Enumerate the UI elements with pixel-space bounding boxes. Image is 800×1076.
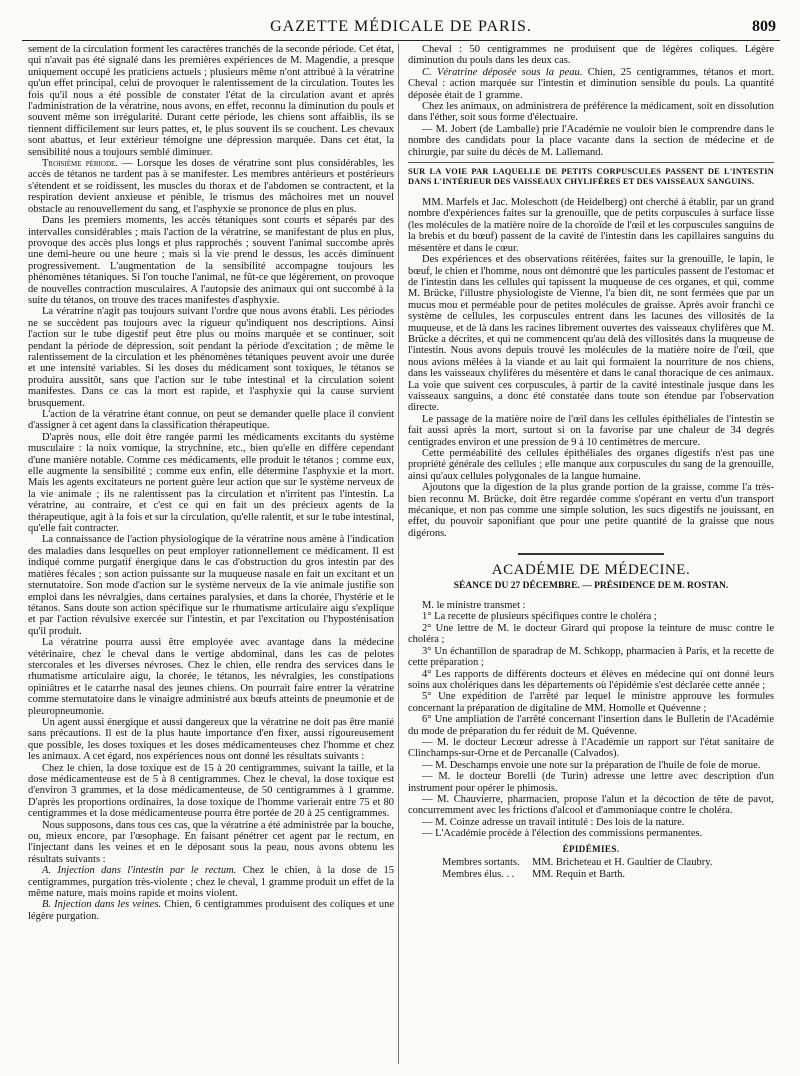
paragraph: Cette perméabilité des cellules épithéliales des organes digestifs n'est pas une propriété générale des cellules ; elle manque aux corpuscules du sang de la grenouille, ainsi qu'aux cellules polygonales de la langue humaine. (408, 448, 774, 482)
paragraph: — M. Jobert (de Lamballe) prie l'Académie ne vouloir bien le comprendre dans le nombre des candidats pour la place vacante dans la section de médecine et de chirurgie, par suite du décès de M. Lallemand. (408, 123, 774, 158)
paragraph (408, 67, 774, 101)
paragraph (28, 899, 394, 922)
paragraph: Dans les premiers moments, les accès tétaniques sont courts et séparés par des intervalles considérables ; mais l'action de la vératrine, se manifestant de plus en plus, provoque des accès plus longs et plus rapprochés ; souvent l'animal succombe après une demi-heure ou une heure ; mais si la vie prend le dessus, les accès diminuent progressivement. L'augmentation de la sensibilité accompagne toujours les phénomènes tétaniques. Si l'on touche l'animal, ne fût-ce que légèrement, on provoque de nouvelles contraction musculaires. A l'autopsie des animaux qui ont succombé à la suite du tétanos, on trouve des traces manifestes d'asphyxie. (28, 215, 394, 306)
left-column (28, 44, 394, 1068)
section-separator (518, 553, 664, 555)
list-item: 1° La recette de plusieurs spécifiques contre le choléra ; (422, 611, 657, 623)
paragraph: — M. Chauvierre, pharmacien, propose l'alun et la décoction de tête de pavot, concurremment avec les frictions d'alcool et d'ammoniaque contre le choléra. (408, 793, 774, 817)
paragraph (28, 865, 394, 899)
members-out-label: Membres sortants. (442, 857, 520, 868)
list-item: 4° Les rapports de différents docteurs et élèves en médecine qui ont donné leurs soins aux cholériques dans les départements où l'épidémie s'est déclarée cette année ; (408, 668, 774, 691)
column-divider (398, 44, 399, 1064)
paragraph-text: Chien, 6 centigrammes produisent des coliques et une légère purgation. (28, 899, 394, 922)
members-in-row (408, 869, 774, 881)
members-out-row (408, 857, 774, 869)
members-in-names: MM. Requin et Barth. (532, 869, 626, 880)
page-number: 809 (752, 18, 776, 35)
list-item: 6° Une ampliation de l'arrêté concernant l'insertion dans le Bulletin de l'Académie du mode de préparation du fer réduit de M. Quévenne. (408, 714, 774, 737)
paragraph (28, 158, 394, 215)
paragraph: — L'Académie procède à l'élection des commissions permanentes. (422, 828, 703, 840)
paragraph-text: Chez le chien, à la dose de 15 centigrammes, purgation très-violente ; chez le cheval, 1 gramme produit un effet de la même nature, mais moins rapide et moins violent. (28, 865, 394, 900)
paragraph: Des expériences et des observations réitérées, faites sur la grenouille, le lapin, le bœuf, le chien et l'homme, nous ont démontré que les particules passent de l'estomac et de l'intestin dans les cellules qui tapissent la muqueuse de ces organes, et qui, comme M. Brücke, l'illustre physiologiste de Vienne, l'a bien dit, ne sont fermées que par un mucus mou et perméable pour de petites molécules de graisse. Après avoir franchi ce système de cellules, les corpuscules entrent dans les lacunes des villosités de la muqueuse, et de là dans les racines librement ouvertes des vaisseaux chylifères que M. Brücke a décrites, et qui ne commencent qu'au delà des villosités dans la muqueuse de l'intestin. Nous avons depuis trouvé les molécules de la matière noire de l'œil, que nous avions mêlées à la viande et au lait qui formaient la nourriture de nos chiens, dans les vaisseaux chylifères du mésentère et dans le canal thoracique de ces animaux. La voie que suivent ces corpuscules, à partir de la cavité intestinale jusque dans les vaisseaux sanguins, a donc été constatée dans toute son étendue par l'observation directe. (408, 254, 774, 414)
academy-title: ACADÉMIE DE MÉDECINE. (491, 562, 691, 579)
period-label: Troisième période. (42, 158, 118, 170)
paragraph: Un agent aussi énergique et aussi dangereux que la vératrine ne doit pas être manié sans précautions. Il est de la plus haute importance d'en fixer, aussi rigoureusement que possible, les doses toxiques et les doses médicamenteuses chez l'homme et chez les animaux. A cet égard, nos expériences nous ont donné les résultats suivants : (28, 716, 394, 763)
page-header (22, 14, 780, 41)
list-item: 5° Une expédition de l'arrêté par lequel le ministre approuve les formules concernant la préparation de digitaline de MM. Homolle et Quévenne ; (408, 691, 774, 714)
paragraph: M. le ministre transmet : (422, 600, 526, 612)
paragraph: Ajoutons que la digestion de la plus grande portion de la graisse, comme l'a très-bien reconnu M. Brücke, doit être regardée comme s'opérant en vertu d'un transport mécanique, et non pas comme une simple solution, les sucs digestifs ne jouissant, en effet, du pouvoir saponifiant que pour une petite quantité de la graisse que nous digérons. (408, 482, 774, 539)
section-title: SUR LA VOIE PAR LAQUELLE DE PETITS CORPUSCULES PASSENT DE L'INTESTIN DANS L'INTÉRIEUR DES VAISSEAUX CHYLIFÈRES ET DES VAISSEAUX SANGUINS. (408, 162, 774, 187)
paragraph: — M. Coinze adresse un travail intitulé : Des lois de la nature. (422, 816, 685, 828)
members-in-label: Membres élus. . . (442, 869, 515, 880)
seance-heading: SÉANCE DU 27 DÉCEMBRE. — PRÉSIDENCE DE M. ROSTAN. (453, 580, 729, 591)
paragraph: Chez les animaux, on administrera de préférence la médicament, soit en dissolution dans l'éther, soit sous forme d'électuaire. (408, 101, 774, 124)
paragraph: Cheval : 50 centigrammes ne produisent que de légères coliques. Légère diminution du pouls dans les deux cas. (408, 44, 774, 67)
paragraph: sement de la circulation forment les caractères tranchés de la seconde période. Cet état, qui n'avait pas été signalé dans les premières expériences de M. Magendie, a presque uniquement occupé les praticiens actuels ; plusieurs même n'ont attribué à la vératrine qu'un effet principal, celui de provoquer le ralentissement de la circulation. Toutes les fois qu'il nous a été possible de constater l'état de la circulation avant et après l'administration de la vératrine, nous avons, en effet, reconnu la diminution du pouls et souvent même son irrégularité. Durant cette période, les chiens sont affaiblis, ils se tiennent difficilement sur leurs pattes, et, le plus souvent ils se couchent. Les chevaux sont abattus, et leur extérieur témoigne une dépression marquée. Dans cet état, la sensibilité nous a toujours semblé diminuer. (28, 44, 394, 158)
paragraph: Le passage de la matière noire de l'œil dans les cellules épithéliales de l'intestin se fait aussi après la mort, surtout si on la favorise par une chaleur de 34 degrés centigrades environ et une pression de 9 à 10 centimètres de mercure. (408, 413, 774, 448)
right-column (408, 44, 774, 1068)
journal-title: GAZETTE MÉDICALE DE PARIS. (270, 18, 532, 35)
item-label: C. Vératrine déposée sous la peau. (422, 66, 583, 78)
paragraph: Nous supposons, dans tous ces cas, que la vératrine a été administrée par la bouche, ou, mieux encore, par l'œsophage. En faisant pénétrer cet agent par le rectum, en l'injectant dans les veines et en le déposant sous la peau, nous avons obtenu les résultats suivants : (28, 819, 394, 865)
paragraph-text: Chien, 25 centigrammes, tétanos et mort. Cheval : action marquée sur l'intestin et diminution sensible du pouls. La quantité déposée était de 1 gramme. (408, 66, 774, 101)
item-label: A. Injection dans l'intestin par le rectum. (42, 865, 237, 877)
paragraph: Chez le chien, la dose toxique est de 15 à 20 centigrammes, suivant la taille, et la dose médicamenteuse est de 5 à 8 centigrammes. Chez le cheval, la dose toxique est d'environ 3 grammes, et la dose médicamenteuse, de 50 centigrammes à 1 gramme. D'après les proportions ordinaires, la dose toxique de l'homme varierait entre 75 et 80 centigrammes et la dose médicamenteuse pourra être portée de 20 à 25 centigrammes. (28, 762, 394, 820)
paragraph: L'action de la vératrine étant connue, on peut se demander quelle place il convient d'assigner à cet agent dans la classification thérapeutique. (28, 409, 394, 432)
paragraph: D'après nous, elle doit être rangée parmi les médicaments excitants du système musculaire : la noix vomique, la strychnine, etc., bien qu'elle en diffère cependant d'une manière notable. Comme ces médicaments, elle produit le tétanos ; comme eux, elle augmente la sensibilité ; comme eux enfin, elle détermine l'asphyxie et la mort. Mais les agents excitateurs ne portent guère leur action que sur le système nerveux de la vie animale ; ils ne ralentissent pas la circulation et n'irritent pas l'intestin. La vératrine, au contraire, et c'est ce qui en fait un des précieux agents de la thérapeutique, agit à la fois et sur la circulation, qu'elle ralentit, et sur le tube intestinal, qu'elle fait contracter. (28, 431, 394, 535)
paragraph: La connaissance de l'action physiologique de la vératrine nous amène à l'indication des maladies dans lesquelles on peut employer rationnellement ce médicament. Il est indiqué comme purgatif énergique dans le cas d'obstruction du gros intestin par des matières fécales ; son action puissante sur la muqueuse nasale en fait un excitant et un sternutatoire. Son mode d'action sur le système nerveux de la vie animale justifie son emploi dans les névralgies, dans certaines paralysies, et dans la chorée, l'hystérie et le tétanos. Sans doute son action spécifique sur le rhumatisme articulaire aigu s'explique et par l'action révulsive exercée sur l'intestin, et par l'excitation ou l'hyposténisation qu'il produit. (28, 534, 394, 637)
paragraph: — M. le docteur Lecœur adresse à l'Académie un rapport sur l'état sanitaire de Clinchamps-sur-Orne et de Percanalle (Calvados). (408, 736, 774, 760)
paragraph: La vératrine n'agit pas toujours suivant l'ordre que nous avons établi. Les périodes ne se succèdent pas toujours avec la rigueur qu'indiquent nos descriptions. Ainsi l'action sur le tube digestif peut être plus ou moins marquée et se continuer, soit pendant la période de dépression, soit pendant la période d'excitation ; de même le ralentissement de la circulation et les phénomènes tétaniques peuvent avoir une durée et une intensité variables. Si les doses du médicament sont toxiques, le tétanos se produira aussitôt, sans que l'action sur le tube intestinal et la circulation soient manifestes. Dans ce cas la mort est rapide, et l'asphyxie qui la cause survient brusquement. (28, 306, 394, 409)
paragraph: — M. le docteur Borelli (de Turin) adresse une lettre avec description d'un instrument pour opérer le phimosis. (408, 771, 774, 794)
list-item: 2° Une lettre de M. le docteur Girard qui propose la teinture de musc contre le choléra ; (408, 622, 774, 646)
item-label: B. Injection dans les veines. (42, 899, 162, 911)
paragraph: MM. Marfels et Jac. Moleschott (de Heidelberg) ont cherché à établir, par un grand nombre d'expériences faites sur la grenouille, que de petits corpuscules à surface lisse (les molécules de la matière noire de la choroïde de l'œil et les corpuscules sanguins de la brebis et du bœuf) passent de la cavité de l'intestin dans les capillaires sanguins du mésentère et dans le cœur. (408, 197, 774, 254)
paragraph: — M. Deschamps envoie une note sur la préparation de l'huile de foie de morue. (422, 759, 761, 771)
paragraph: La vératrine pourra aussi être employée avec avantage dans la médecine vétérinaire, chez le cheval dans le vertige abdominal, dans les cas de pelotes stercorales et les diverses névroses. Chez le chien, elle rendra des services dans le rhumatisme articulaire aigu, la chorée, le tétanos, les névralgies, les constipations opiniâtres et le catarrhe nasal des jeunes chiens. On pourrait faire entrer la vératrine comme sternutatoire dans le vinaigre administré aux bœufs atteints de pneumonie et de pleuropneumonie. (28, 637, 394, 717)
members-out-names: MM. Bricheteau et H. Gaultier de Claubry. (532, 857, 713, 868)
epidemies-heading: ÉPIDÉMIES. (562, 843, 620, 854)
list-item: 3° Un échantillon de sparadrap de M. Schkopp, pharmacien à Paris, et la recette de cette préparation ; (408, 645, 774, 669)
paragraph-text: — Lorsque les doses de vératrine sont plus considérables, les accès de tétanos ne tardent pas à se manifester. Les membres antérieurs et postérieurs s'étendent et se roidissent, les muscles du thorax et de l'abdomen se contractent, et la respiration devient anxieuse et pénible, le trismus des mâchoires met un nouvel obstacle au renouvellement du sang, et l'asphyxie se prononce de plus en plus. (28, 158, 394, 215)
